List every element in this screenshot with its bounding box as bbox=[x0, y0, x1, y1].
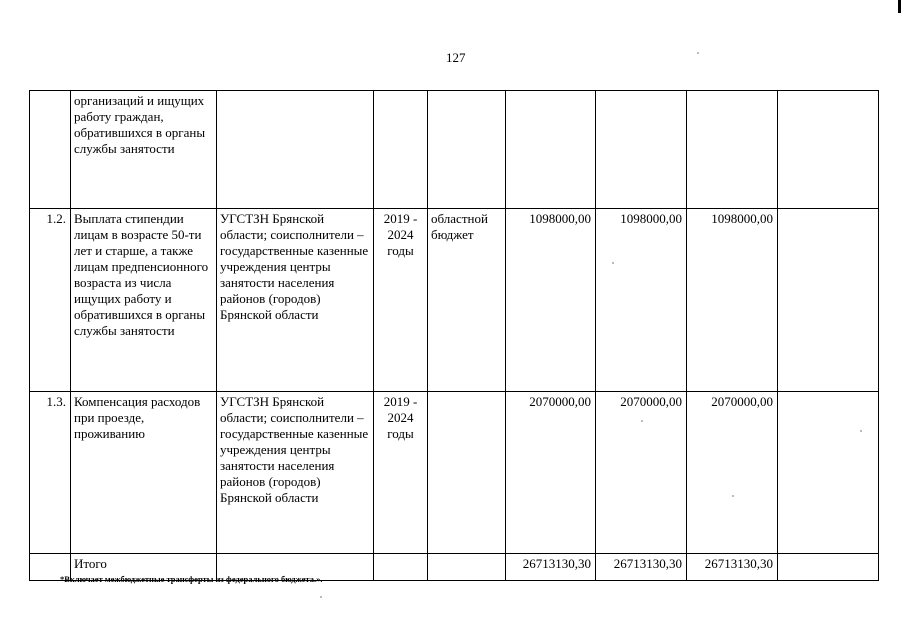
period bbox=[374, 554, 428, 581]
table-row bbox=[30, 209, 879, 392]
amount-2: 1098000,00 bbox=[596, 209, 687, 392]
amount-3: 1098000,00 bbox=[687, 209, 778, 392]
measure-name: Компенсация расходов при проезде, проживанию bbox=[71, 392, 217, 554]
funding-source bbox=[428, 392, 506, 554]
period bbox=[374, 91, 428, 209]
total-amount-4 bbox=[778, 554, 879, 581]
amount-total: 2070000,00 bbox=[506, 392, 596, 554]
measure-name: организаций и ищущих работу граждан, обратившихся в органы службы занятости bbox=[71, 91, 217, 209]
page-number: 127 bbox=[446, 50, 466, 65]
budget-table bbox=[29, 90, 879, 581]
footnote: *Включает межбюджетные трансферты из федерального бюджета.». bbox=[60, 574, 323, 584]
amount-4 bbox=[778, 392, 879, 554]
row-number: 1.3. bbox=[30, 392, 71, 554]
measure-name: Выплата стипендии лицам в возрасте 50-ти лет и старше, а также лицам предпенсионного возраста из числа ищущих работу и обратившихся в органы службы занятости bbox=[71, 209, 217, 392]
period: 2019 - 2024 годы bbox=[374, 392, 428, 554]
scan-edge-mark bbox=[898, 0, 901, 13]
table-row bbox=[30, 91, 879, 209]
funding-source bbox=[428, 554, 506, 581]
amount-2 bbox=[596, 91, 687, 209]
funding-source bbox=[428, 91, 506, 209]
executor: УГСТЗН Брянской области; соисполнители – государственные казенные учреждения центры занятости населения районов (городов) Брянской области bbox=[217, 392, 374, 554]
funding-source: областной бюджет bbox=[428, 209, 506, 392]
amount-total bbox=[506, 91, 596, 209]
executor bbox=[217, 91, 374, 209]
period: 2019 - 2024 годы bbox=[374, 209, 428, 392]
total-amount: 26713130,30 bbox=[506, 554, 596, 581]
amount-4 bbox=[778, 91, 879, 209]
executor: УГСТЗН Брянской области; соисполнители – государственные казенные учреждения центры занятости населения районов (городов) Брянской области bbox=[217, 209, 374, 392]
total-amount-3: 26713130,30 bbox=[687, 554, 778, 581]
amount-4 bbox=[778, 209, 879, 392]
total-label: Итого bbox=[71, 554, 217, 581]
row-number: 1.2. bbox=[30, 209, 71, 392]
amount-3 bbox=[687, 91, 778, 209]
amount-3: 2070000,00 bbox=[687, 392, 778, 554]
row-number bbox=[30, 91, 71, 209]
table-row bbox=[30, 392, 879, 554]
amount-2: 2070000,00 bbox=[596, 392, 687, 554]
total-amount-2: 26713130,30 bbox=[596, 554, 687, 581]
amount-total: 1098000,00 bbox=[506, 209, 596, 392]
